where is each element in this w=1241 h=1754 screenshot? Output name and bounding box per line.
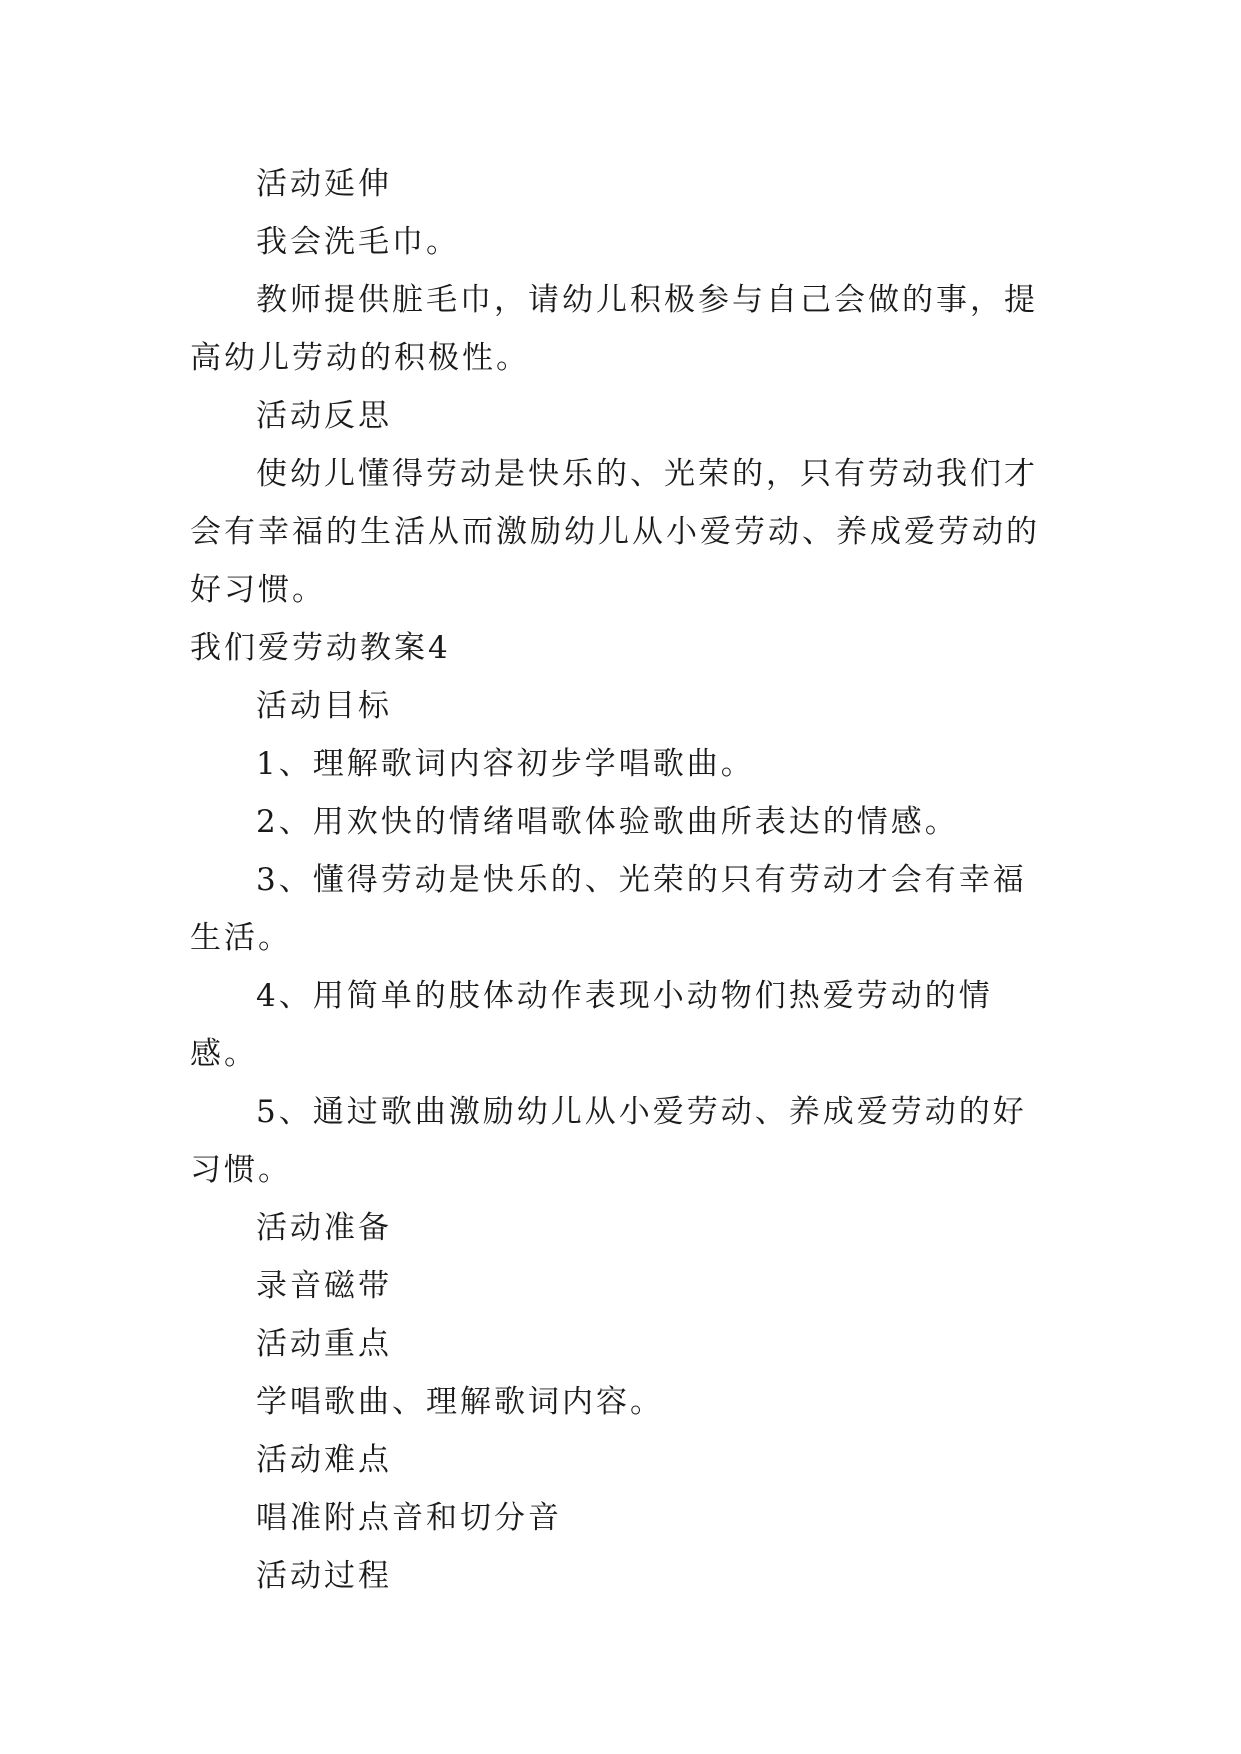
list-item-goal-2: 2、用欢快的情绪唱歌体验歌曲所表达的情感。	[256, 804, 959, 840]
paragraph-teacher-provides: 教师提供脏毛巾，请幼儿积极参与自己会做的事，提高幼儿劳动的积极性。	[190, 282, 1038, 376]
document-body	[190, 155, 1050, 1605]
paragraph-reflection-text: 使幼儿懂得劳动是快乐的、光荣的，只有劳动我们才会有幸福的生活从而激励幼儿从小爱劳动、养成爱劳动的好习惯。	[190, 456, 1040, 608]
paragraph-activity-extension-heading: 活动延伸	[256, 166, 392, 202]
paragraph-activity-preparation-heading: 活动准备	[256, 1210, 392, 1246]
list-item-goal-4: 4、用简单的肢体动作表现小动物们热爱劳动的情感。	[190, 978, 993, 1072]
paragraph-activity-process-heading: 活动过程	[256, 1558, 392, 1594]
paragraph-activity-goals-heading: 活动目标	[256, 688, 392, 724]
paragraph-activity-difficulty-heading: 活动难点	[256, 1442, 392, 1478]
paragraph-tape: 录音磁带	[256, 1268, 392, 1304]
section-title-lesson-4: 我们爱劳动教案4	[190, 630, 451, 666]
list-item-goal-5: 5、通过歌曲激励幼儿从小爱劳动、养成爱劳动的好习惯。	[190, 1094, 1027, 1188]
paragraph-focus-text: 学唱歌曲、理解歌词内容。	[256, 1384, 664, 1420]
paragraph-activity-focus-heading: 活动重点	[256, 1326, 392, 1362]
paragraph-wash-towel: 我会洗毛巾。	[256, 224, 460, 260]
paragraph-difficulty-text: 唱准附点音和切分音	[256, 1500, 562, 1536]
paragraph-activity-reflection-heading: 活动反思	[256, 398, 392, 434]
list-item-goal-3: 3、懂得劳动是快乐的、光荣的只有劳动才会有幸福生活。	[190, 862, 1027, 956]
list-item-goal-1: 1、理解歌词内容初步学唱歌曲。	[256, 746, 755, 782]
